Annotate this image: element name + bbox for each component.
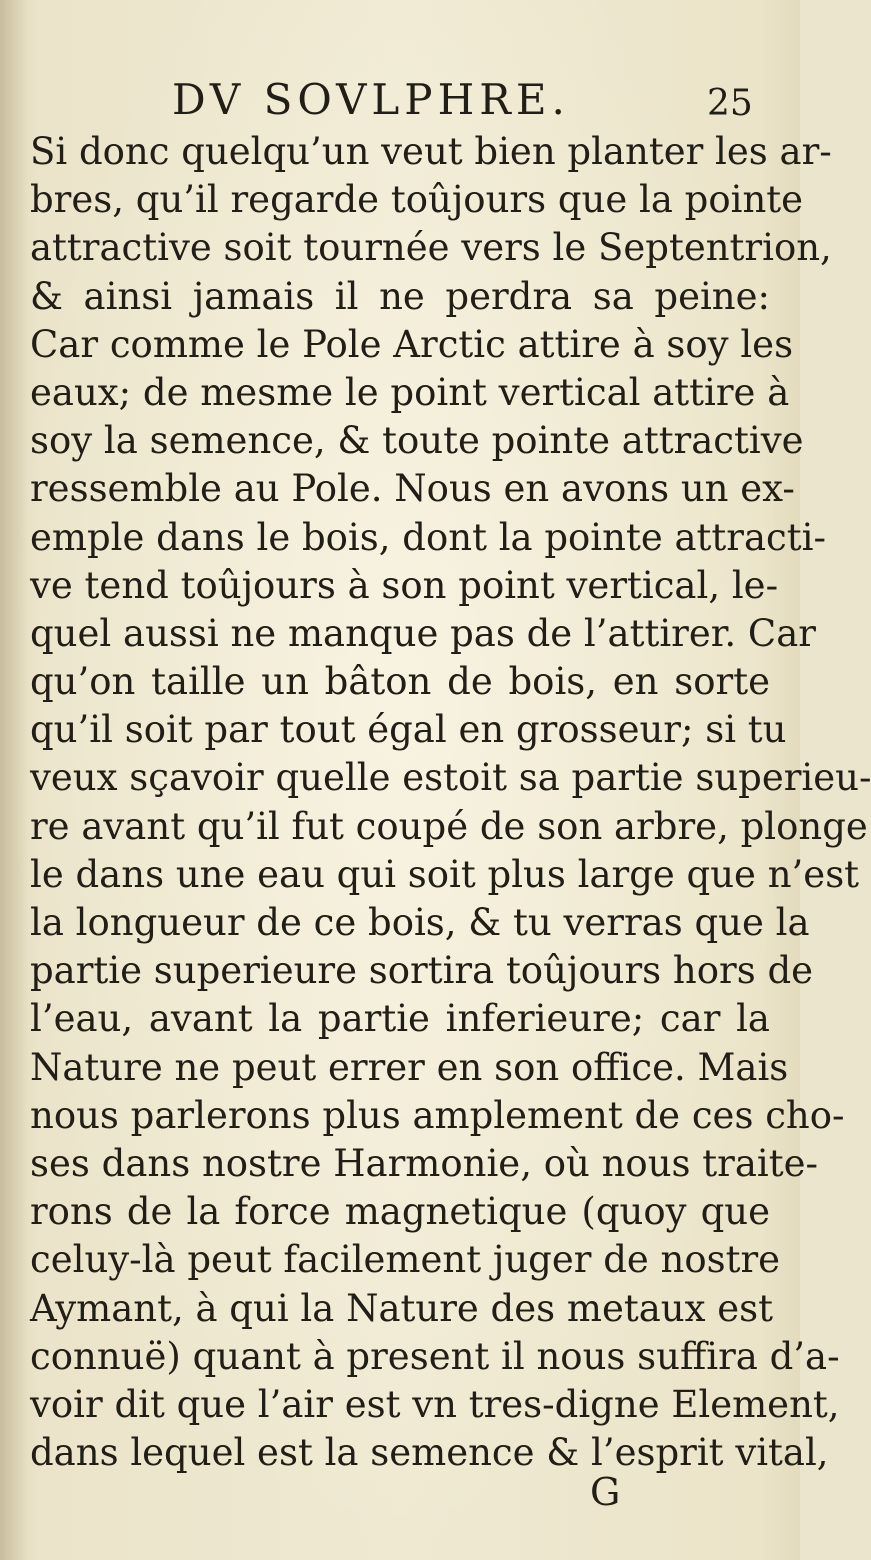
- text-line: dans lequel est la semence & l’esprit vital,: [30, 1431, 829, 1475]
- text-line: bres, qu’il regarde toûjours que la pointe: [30, 178, 804, 222]
- catchword: G: [590, 1470, 621, 1514]
- text-line: rons de la force magnetique (quoy que: [30, 1190, 770, 1234]
- text-line: qu’on taille un bâton de bois, en sorte: [30, 660, 770, 704]
- text-line: celuy-là peut facilement juger de nostre: [30, 1238, 781, 1282]
- binding-gutter-shadow: [0, 0, 28, 1560]
- text-line: partie superieure sortira toûjours hors de: [30, 949, 814, 993]
- text-line: voir dit que l’air est vn tres-digne Element,: [30, 1382, 840, 1426]
- text-line: soy la semence, & toute pointe attractive: [30, 419, 804, 463]
- text-line: veux sçavoir quelle estoit sa partie superieu-: [30, 756, 871, 800]
- text-line: re avant qu’il fut coupé de son arbre, plonge: [30, 804, 868, 848]
- text-line: ressemble au Pole. Nous en avons un ex-: [30, 467, 795, 511]
- text-line: qu’il soit par tout égal en grosseur; si tu: [30, 708, 787, 752]
- text-line: ses dans nostre Harmonie, où nous traite-: [30, 1141, 818, 1185]
- page-number: 25: [707, 83, 753, 124]
- text-line: Aymant, à qui la Nature des metaux est: [30, 1286, 773, 1330]
- text-line: eaux; de mesme le point vertical attire à: [30, 370, 790, 414]
- text-line: Si donc quelqu’un veut bien planter les ar-: [30, 130, 832, 173]
- text-line: la longueur de ce bois, & tu verras que la: [30, 901, 810, 944]
- text-line: attractive soit tournée vers le Septentrion,: [30, 226, 832, 270]
- text-line: connuë) quant à present il nous suffira d’a-: [30, 1334, 840, 1378]
- text-line: nous parlerons plus amplement de ces cho-: [30, 1093, 845, 1137]
- page-header: [0, 70, 800, 130]
- text-line: Nature ne peut errer en son office. Mais: [30, 1045, 789, 1089]
- text-line: quel aussi ne manque pas de l’attirer. Car: [30, 611, 816, 655]
- text-line: l’eau, avant la partie inferieure; car la: [30, 997, 770, 1041]
- text-line: emple dans le bois, dont la pointe attracti-: [30, 515, 826, 559]
- text-line: & ainsi jamais il ne perdra sa peine:: [30, 274, 770, 318]
- text-line: le dans une eau qui soit plus large que n’est: [30, 852, 860, 896]
- body-text: [30, 128, 871, 1477]
- text-line: ve tend toûjours à son point vertical, le-: [30, 563, 779, 607]
- running-title: DV SOVLPHRE.: [172, 75, 570, 124]
- text-line: Car comme le Pole Arctic attire à soy les: [30, 322, 794, 366]
